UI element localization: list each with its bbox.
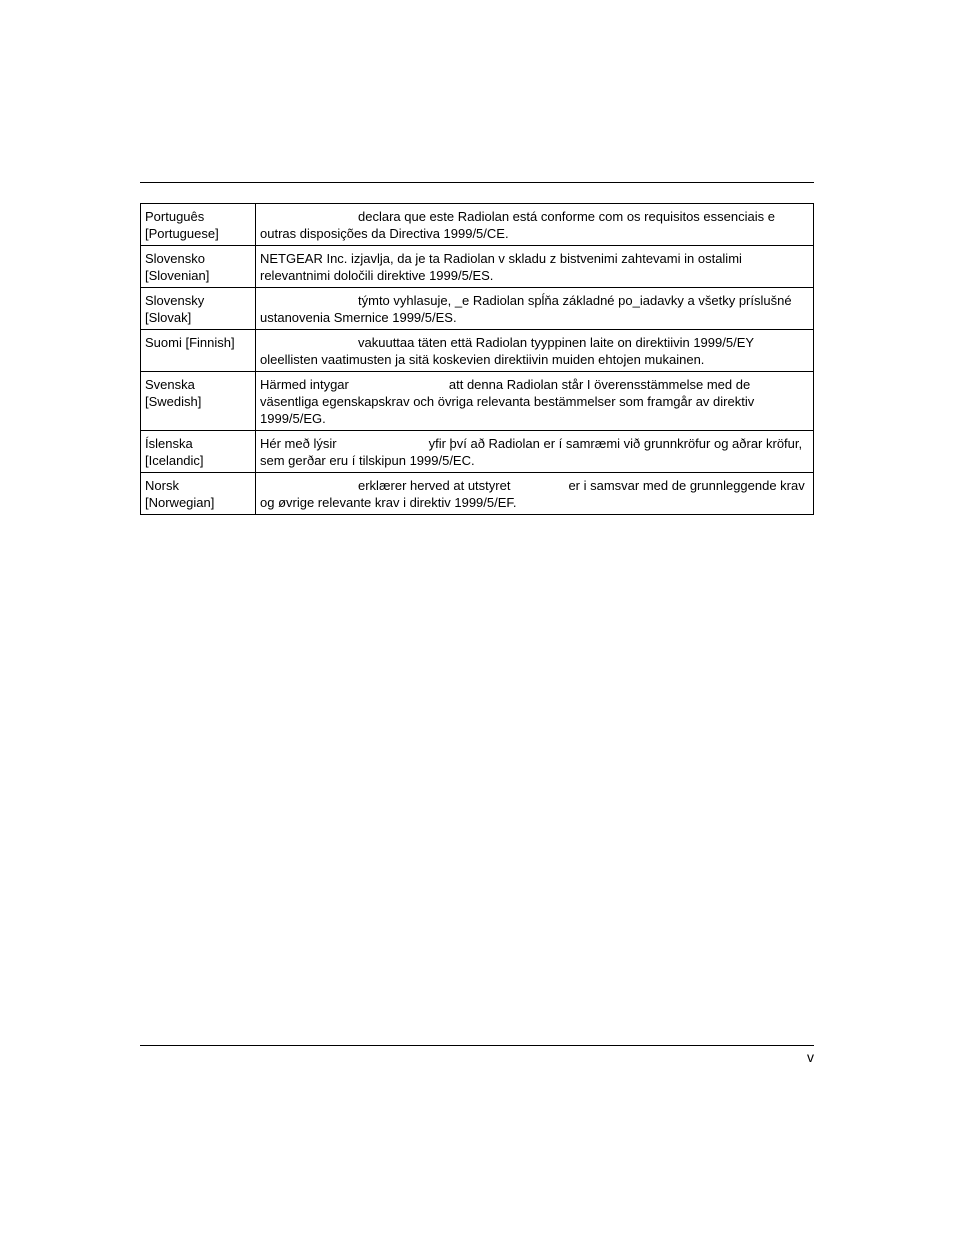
- declaration-text-start: Härmed intygar: [260, 377, 349, 392]
- footer-rule: [140, 1045, 814, 1046]
- declaration-cell: [256, 431, 814, 473]
- declaration-text-end: er i samsvar med de grunnleggende krav og øvrige relevante krav i direktiv 1999/5/EF.: [260, 478, 805, 510]
- declaration-text: declara que este Radiolan está conforme com os requisitos essenciais e outras disposições da Directiva 1999/5/CE.: [260, 209, 775, 241]
- declaration-cell: [256, 473, 814, 515]
- language-cell: Íslenska [Icelandic]: [141, 431, 256, 473]
- declaration-text: att denna Radiolan står I överensstämmelse med de väsentliga egenskapskrav och övriga relevanta bestämmelser som framgår av direktiv 1999/5/EG.: [260, 377, 755, 426]
- table-row: [141, 246, 814, 288]
- declaration-text: NETGEAR Inc. izjavlja, da je ta Radiolan v skladu z bistvenimi zahtevami in ostalimi relevantnimi določili direktive 1999/5/ES.: [260, 251, 742, 283]
- language-cell: Português [Portuguese]: [141, 204, 256, 246]
- language-cell: Suomi [Finnish]: [141, 330, 256, 372]
- table-row: [141, 372, 814, 431]
- declaration-cell: [256, 204, 814, 246]
- table-row: [141, 288, 814, 330]
- declaration-text: yfir því að Radiolan er í samræmi við grunnkröfur og aðrar kröfur, sem gerðar eru í tilskipun 1999/5/EC.: [260, 436, 803, 468]
- language-cell: Slovensky [Slovak]: [141, 288, 256, 330]
- declaration-cell: [256, 372, 814, 431]
- declaration-text: týmto vyhlasuje, _e Radiolan spĺňa základné po_iadavky a všetky príslušné ustanovenia Smernice 1999/5/ES.: [260, 293, 792, 325]
- declaration-cell: [256, 330, 814, 372]
- table-row: [141, 204, 814, 246]
- declaration-cell: [256, 246, 814, 288]
- declaration-text: erklærer herved at utstyret: [358, 478, 511, 493]
- language-cell: Slovensko [Slovenian]: [141, 246, 256, 288]
- table-row: [141, 473, 814, 515]
- declaration-text: vakuuttaa täten että Radiolan tyyppinen laite on direktiivin 1999/5/EY oleellisten vaatimusten ja sitä koskevien direktiivin muiden ehtojen mukainen.: [260, 335, 754, 367]
- language-cell: Svenska [Swedish]: [141, 372, 256, 431]
- declarations-table: [140, 203, 814, 515]
- declaration-cell: [256, 288, 814, 330]
- header-rule: [140, 182, 814, 183]
- table-row: [141, 330, 814, 372]
- table-row: [141, 431, 814, 473]
- page-number: v: [807, 1049, 814, 1065]
- language-cell: Norsk [Norwegian]: [141, 473, 256, 515]
- declaration-text-start: Hér með lýsir: [260, 436, 337, 451]
